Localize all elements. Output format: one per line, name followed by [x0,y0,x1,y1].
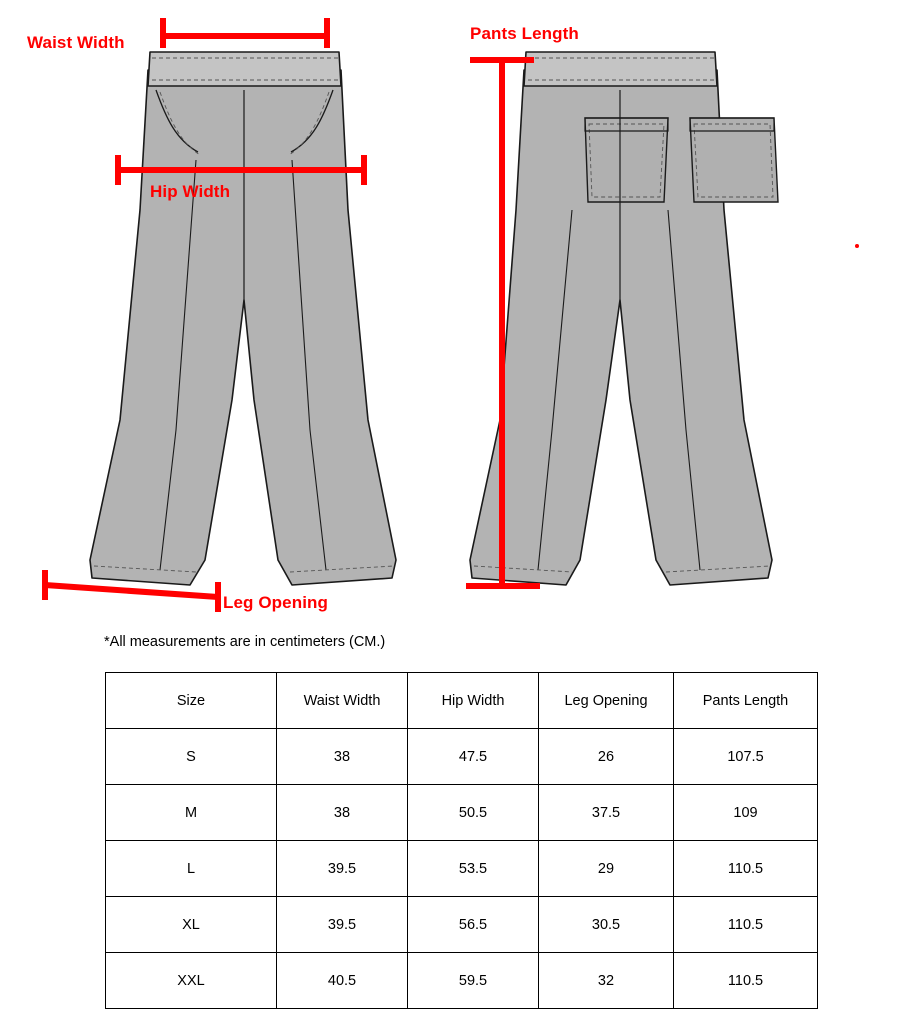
cell-pants-length: 110.5 [674,897,818,953]
size-chart-table [105,672,818,1009]
cell-pants-length: 109 [674,785,818,841]
cell-pants-length: 110.5 [674,953,818,1009]
table-row [106,897,818,953]
cell-size: XXL [106,953,277,1009]
table-header-row [106,673,818,729]
table-row [106,953,818,1009]
cell-leg-opening: 30.5 [539,897,674,953]
cell-leg-opening: 26 [539,729,674,785]
column-header-hip-width: Hip Width [408,673,539,729]
column-header-pants-length: Pants Length [674,673,818,729]
cell-size: S [106,729,277,785]
cell-leg-opening: 37.5 [539,785,674,841]
table-row [106,729,818,785]
cell-waist-width: 38 [277,729,408,785]
cell-pants-length: 110.5 [674,841,818,897]
cell-waist-width: 39.5 [277,841,408,897]
cell-hip-width: 56.5 [408,897,539,953]
cell-size: L [106,841,277,897]
table-row [106,785,818,841]
cell-waist-width: 39.5 [277,897,408,953]
cell-hip-width: 50.5 [408,785,539,841]
front-pants-illustration [90,52,396,585]
cell-hip-width: 59.5 [408,953,539,1009]
decorative-dot [855,244,859,248]
label-hip-width: Hip Width [150,182,231,201]
label-leg-opening: Leg Opening [223,593,328,612]
cell-hip-width: 53.5 [408,841,539,897]
measurement-unit-note: *All measurements are in centimeters (CM.) [104,634,386,650]
label-waist-width: Waist Width [27,33,125,52]
column-header-size: Size [106,673,277,729]
cell-waist-width: 40.5 [277,953,408,1009]
back-pants-illustration [470,52,778,585]
cell-size: M [106,785,277,841]
cell-leg-opening: 29 [539,841,674,897]
waist-width-measure [163,18,327,48]
cell-waist-width: 38 [277,785,408,841]
column-header-leg-opening: Leg Opening [539,673,674,729]
cell-pants-length: 107.5 [674,729,818,785]
label-pants-length: Pants Length [470,24,579,43]
table-row [106,841,818,897]
cell-leg-opening: 32 [539,953,674,1009]
cell-size: XL [106,897,277,953]
cell-hip-width: 47.5 [408,729,539,785]
column-header-waist-width: Waist Width [277,673,408,729]
